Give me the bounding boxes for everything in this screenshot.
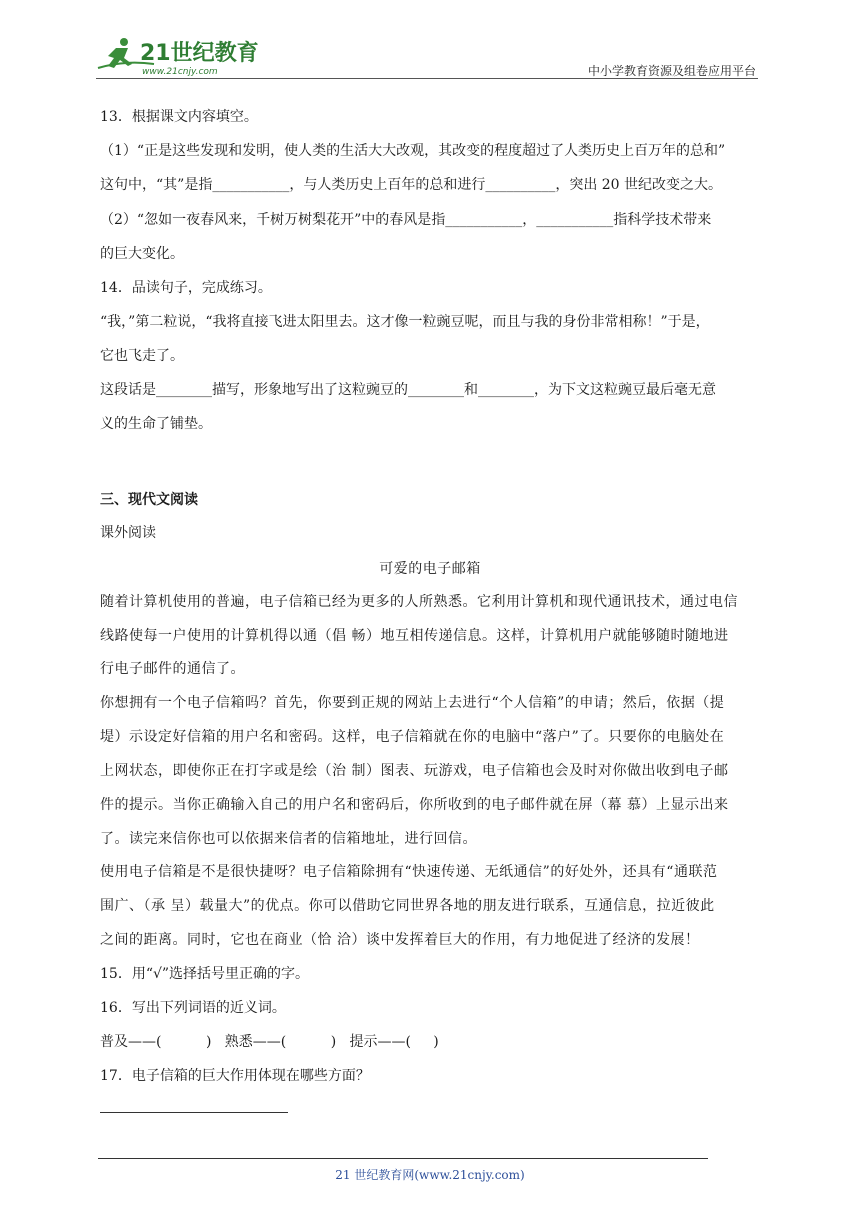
article-para2-line4: 件的提示。当你正确输入自己的用户名和密码后，你所收到的电子邮件就在屏（幕 慕）上显示出来: [100, 797, 729, 813]
q13-part2-line1: （2）“忽如一夜春风来，千树万树梨花开”中的春风是指___________，___________指科学技术带来: [100, 212, 712, 228]
article-title: 可爱的电子邮箱: [379, 561, 481, 577]
answer-line: [100, 1112, 288, 1113]
q13-part1-line2: 这句中，“其”是指___________，与人类历史上百年的总和进行__________，突出 20 世纪改变之大。: [100, 177, 723, 193]
q16-title: 16．写出下列词语的近义词。: [100, 1000, 286, 1016]
site-logo: [94, 34, 264, 78]
article-para3-line2: 围广、（承 呈）载量大”的优点。你可以借助它同世界各地的朋友进行联系，互通信息，拉近彼此: [100, 898, 715, 914]
platform-name: 中小学教育资源及组卷应用平台: [587, 64, 756, 78]
q16-items: 普及——( ) 熟悉——( ) 提示——( ): [100, 1034, 439, 1050]
q14-quote-line2: 它也飞走了。: [100, 348, 184, 364]
q14-quote-line1: “我，”第二粒说，“我将直接飞进太阳里去。这才像一粒豌豆呢，而且与我的身份非常相称！”于是，: [100, 314, 710, 330]
article-para2-line5: 了。读完来信你也可以依据来信者的信箱地址，进行回信。: [100, 831, 477, 847]
footer-divider: [98, 1158, 708, 1159]
q14-task-line1: 这段话是________描写，形象地写出了这粒豌豆的________和________，为下文这粒豌豆最后毫无意: [100, 382, 716, 398]
q14-title: 14．品读句子，完成练习。: [100, 280, 272, 296]
q13-part1-line1: （1）“正是这些发现和发明，使人类的生活大大改观，其改变的程度超过了人类历史上百万年的总和”: [100, 143, 726, 159]
q15: 15．用“√”选择括号里正确的字。: [100, 966, 310, 982]
article-para1-line1: 随着计算机使用的普遍，电子信箱已经为更多的人所熟悉。它利用计算机和现代通讯技术，通过电信: [100, 594, 738, 610]
q14-task-line2: 义的生命了铺垫。: [100, 416, 212, 432]
article-para3-line1: 使用电子信箱是不是很快捷呀？电子信箱除拥有“快速传递、无纸通信”的好处外，还具有“通联范: [100, 864, 718, 880]
section-subheading: 课外阅读: [100, 525, 156, 541]
q17: 17．电子信箱的巨大作用体现在哪些方面？: [100, 1068, 370, 1084]
article-para2-line2: 堤）示设定好信箱的用户名和密码。这样，电子信箱就在你的电脑中“落户”了。只要你的电脑处在: [100, 729, 725, 745]
article-para1-line2: 线路使每一户使用的计算机得以通（倡 畅）地互相传递信息。这样，计算机用户就能够随时随地进: [100, 628, 729, 644]
article-para1-line3: 行电子邮件的通信了。: [100, 661, 245, 677]
q13-title: 13．根据课文内容填空。: [100, 109, 258, 125]
footer-text: 21 世纪教育网(www.21cnjy.com): [335, 1168, 525, 1182]
header-divider: [96, 78, 758, 79]
article-para2-line3: 上网状态，即使你正在打字或是绘（治 制）图表、玩游戏，电子信箱也会及时对你做出收到电子邮: [100, 763, 729, 779]
article-para2-line1: 你想拥有一个电子信箱吗？首先，你要到正规的网站上去进行“个人信箱”的申请；然后，依据（提: [100, 695, 725, 711]
q13-part2-line2: 的巨大变化。: [100, 246, 184, 262]
section-heading: 三、现代文阅读: [100, 492, 198, 508]
article-para3-line3: 之间的距离。同时，它也在商业（恰 洽）谈中发挥着巨大的作用，有力地促进了经济的发展！: [100, 932, 700, 948]
svg-text:21世纪教育: 21世纪教育: [140, 41, 259, 66]
svg-text:www.21cnjy.com: www.21cnjy.com: [142, 67, 218, 77]
